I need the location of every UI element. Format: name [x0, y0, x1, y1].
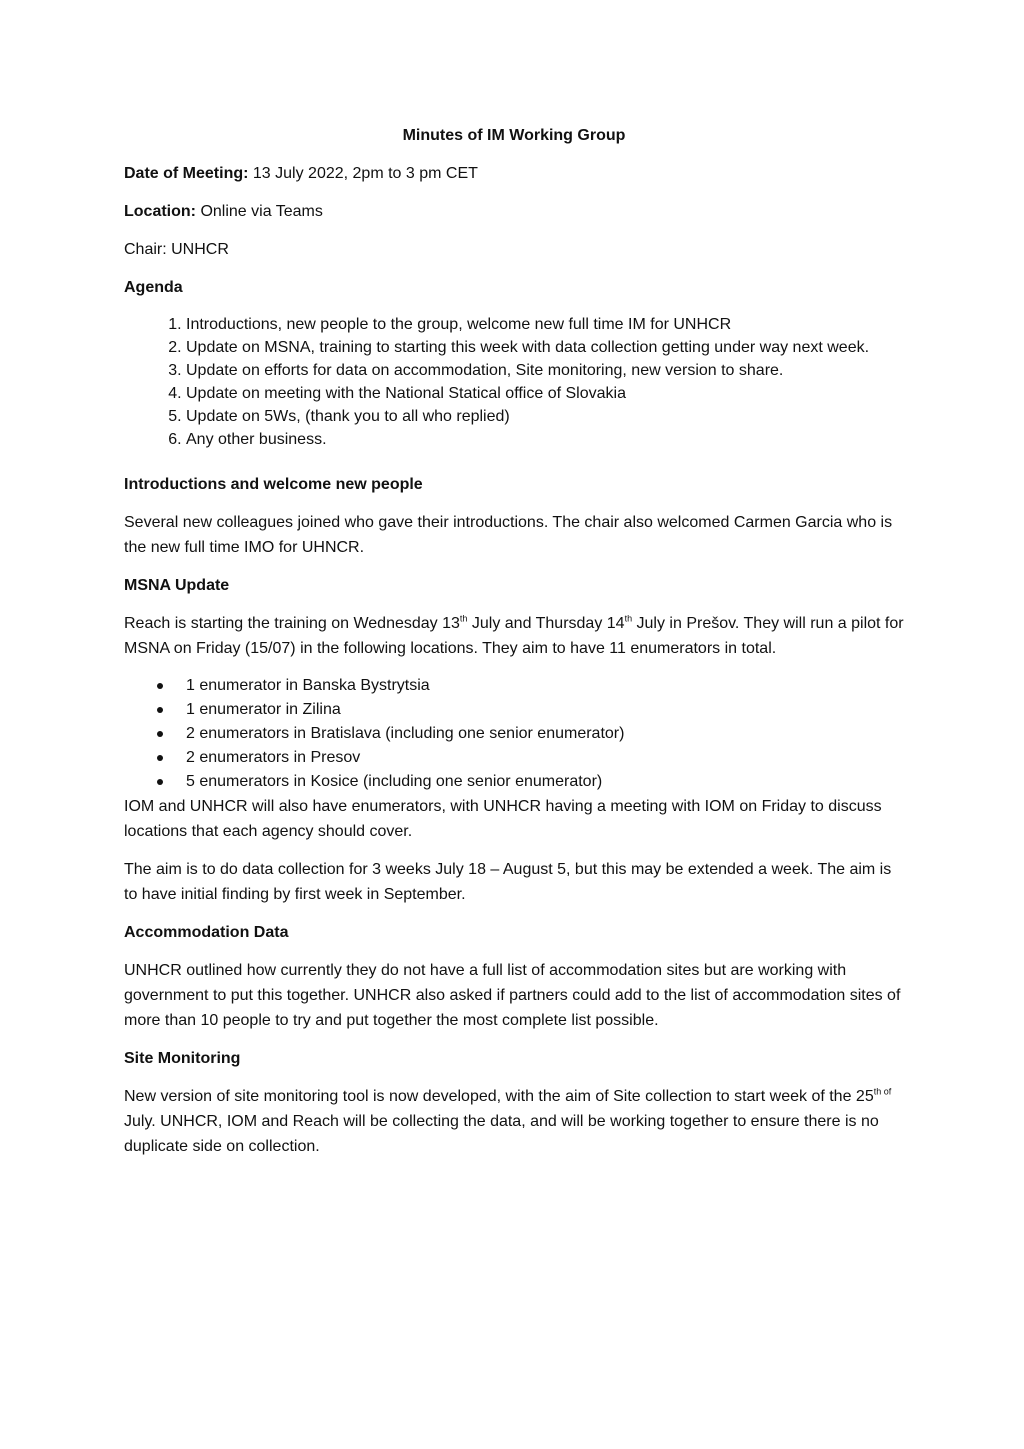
- meeting-chair: Chair: UNHCR: [124, 241, 229, 258]
- agenda-item: 3. Update on efforts for data on accommodation, Site monitoring, new version to share.: [186, 359, 904, 382]
- msna-paragraph-2: IOM and UNHCR will also have enumerators, with UNHCR having a meeting with IOM on Friday to discuss locations that each agency should cover.: [124, 798, 882, 840]
- enumerator-list: [124, 674, 904, 794]
- introductions-text: Several new colleagues joined who gave their introductions. The chair also welcomed Carmen Garcia who is the new full time IMO for UHNCR.: [124, 514, 893, 556]
- agenda-item: 6. Any other business.: [186, 428, 904, 451]
- date-label: Date of Meeting:: [124, 165, 249, 182]
- date-value: 13 July 2022, 2pm to 3 pm CET: [248, 165, 478, 182]
- enumerator-item: 1 enumerator in Zilina: [186, 698, 904, 722]
- accommodation-heading: Accommodation Data: [124, 924, 289, 941]
- superscript: th of: [873, 1086, 892, 1097]
- location-label: Location:: [124, 203, 196, 220]
- location-value: Online via Teams: [196, 203, 323, 220]
- msna-heading: MSNA Update: [124, 577, 230, 594]
- agenda-item: 4. Update on meeting with the National Statical office of Slovakia: [186, 382, 904, 405]
- site-text-part: July. UNHCR, IOM and Reach will be collecting the data, and will be working together to ensure there is no duplicate side on collection.: [124, 1113, 879, 1155]
- agenda-item: 2. Update on MSNA, training to starting this week with data collection getting under way next week.: [186, 336, 904, 359]
- superscript: th: [459, 613, 468, 624]
- site-monitoring-text: [124, 1084, 904, 1159]
- enumerator-item: 1 enumerator in Banska Bystrytsia: [186, 674, 904, 698]
- site-monitoring-heading: Site Monitoring: [124, 1050, 241, 1067]
- msna-text-part: Reach is starting the training on Wednesday 13: [124, 615, 460, 632]
- meeting-date: [124, 161, 904, 186]
- msna-paragraph-1: [124, 611, 904, 661]
- enumerator-item: 2 enumerators in Presov: [186, 746, 904, 770]
- enumerator-item: 2 enumerators in Bratislava (including one senior enumerator): [186, 722, 904, 746]
- msna-text-part: July and Thursday 14: [467, 615, 625, 632]
- superscript: th: [624, 613, 633, 624]
- document-title: Minutes of IM Working Group: [402, 127, 626, 144]
- meeting-location: [124, 199, 904, 224]
- enumerator-item: 5 enumerators in Kosice (including one senior enumerator): [186, 770, 904, 794]
- agenda-list: [124, 313, 904, 451]
- msna-paragraph-3: The aim is to do data collection for 3 weeks July 18 – August 5, but this may be extended a week. The aim is to have initial finding by first week in September.: [124, 861, 892, 903]
- document-body: [124, 123, 904, 1172]
- agenda-heading: Agenda: [124, 279, 183, 296]
- agenda-item: 5. Update on 5Ws, (thank you to all who replied): [186, 405, 904, 428]
- introductions-heading: Introductions and welcome new people: [124, 476, 423, 493]
- site-text-part: New version of site monitoring tool is now developed, with the aim of Site collection to start week of the 25: [124, 1088, 874, 1105]
- accommodation-text: UNHCR outlined how currently they do not have a full list of accommodation sites but are working with government to put this together. UNHCR also asked if partners could add to the list of accommodation sites of more than 10 people to try and put together the most complete list possible.: [124, 962, 901, 1029]
- msna-text-part: July in Prešov. They will run a pilot for MSNA on Friday (15/07) in the following locations. They aim to have 11 enumerators in total.: [124, 615, 904, 657]
- agenda-item: 1. Introductions, new people to the group, welcome new full time IM for UNHCR: [186, 313, 904, 336]
